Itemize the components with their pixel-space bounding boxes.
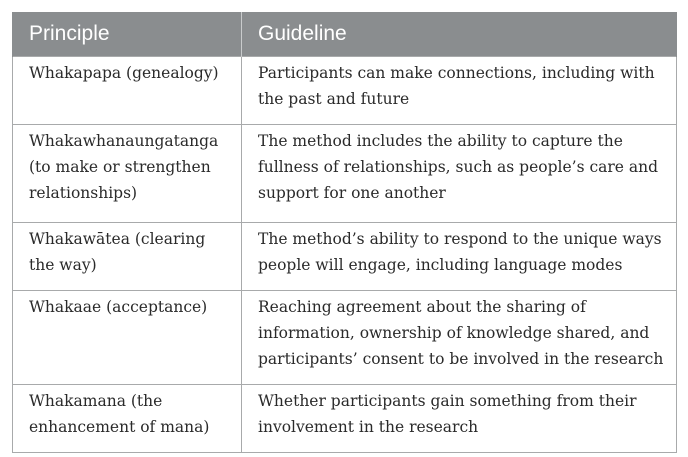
table-row (13, 385, 677, 453)
header-guideline: Guideline (242, 12, 677, 57)
table-row (13, 125, 677, 223)
table-row (13, 223, 677, 291)
table-body (13, 57, 677, 453)
guideline-cell: Whether participants gain something from their involvement in the research (242, 385, 677, 453)
principle-cell: Whakapapa (genealogy) (13, 57, 242, 125)
principle-cell: Whakawhanaungatanga (to make or strengthen relationships) (13, 125, 242, 223)
header-row (13, 12, 677, 57)
principle-cell: Whakamana (the enhancement of mana) (13, 385, 242, 453)
principle-cell: Whakaae (acceptance) (13, 291, 242, 385)
guideline-cell: Reaching agreement about the sharing of information, ownership of knowledge shared, and participants’ consent to be involved in the research (242, 291, 677, 385)
guideline-cell: The method includes the ability to capture the fullness of relationships, such as people’s care and support for one another (242, 125, 677, 223)
table-row (13, 57, 677, 125)
table-header (13, 12, 677, 57)
guideline-cell: Participants can make connections, including with the past and future (242, 57, 677, 125)
guideline-cell: The method’s ability to respond to the unique ways people will engage, including language modes (242, 223, 677, 291)
principle-cell: Whakawātea (clearing the way) (13, 223, 242, 291)
principles-table-container (12, 12, 676, 453)
principles-table (12, 12, 677, 453)
table-row (13, 291, 677, 385)
header-principle: Principle (13, 12, 242, 57)
